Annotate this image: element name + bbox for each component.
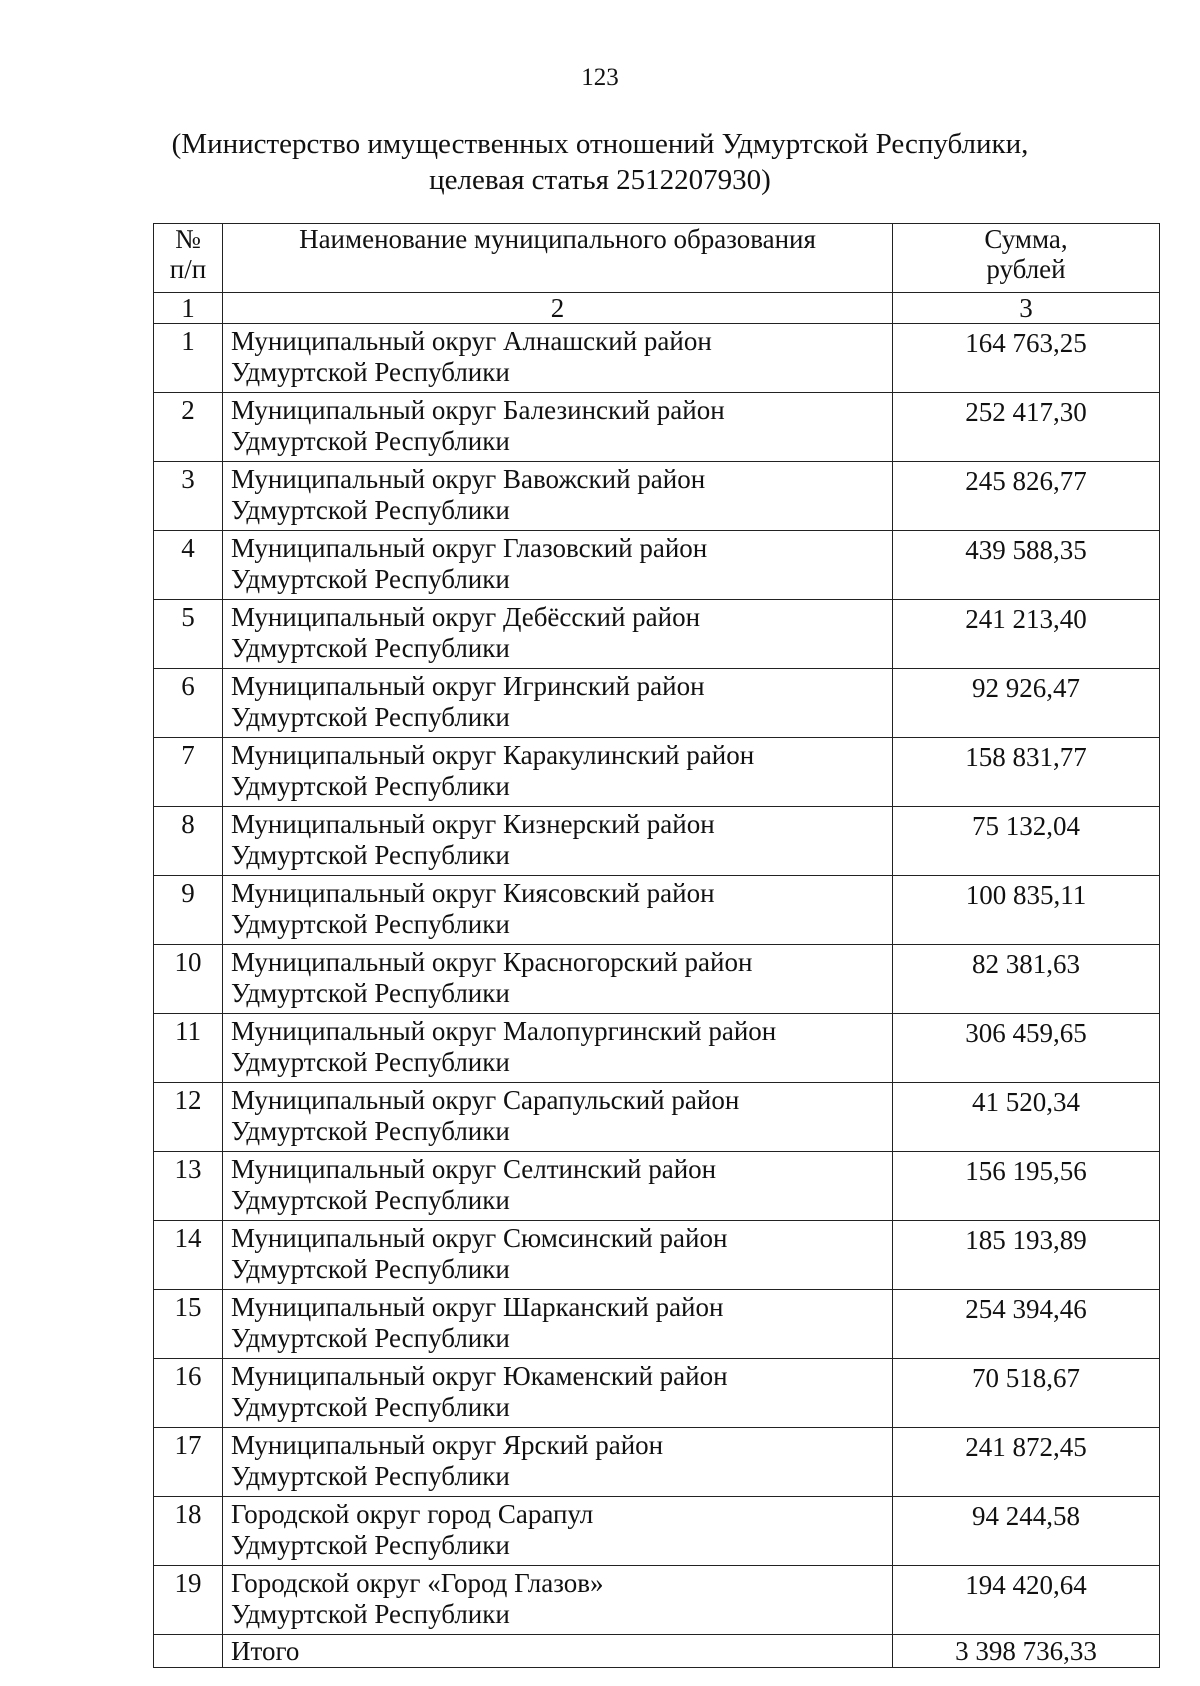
row-number: 18 — [154, 1497, 223, 1566]
table-row — [154, 876, 1160, 945]
total-sum: 3 398 736,33 — [893, 1635, 1160, 1668]
municipality-name-line-1: Муниципальный округ Игринский район — [231, 671, 705, 701]
municipality-name-line-1: Муниципальный округ Юкаменский район — [231, 1361, 728, 1391]
municipality-name-line-1: Муниципальный округ Малопургинский район — [231, 1016, 777, 1046]
row-number: 19 — [154, 1566, 223, 1635]
amount: 92 926,47 — [893, 669, 1160, 738]
municipality-name-line-1: Муниципальный округ Шарканский район — [231, 1292, 724, 1322]
amount: 306 459,65 — [893, 1014, 1160, 1083]
municipality-name — [223, 462, 893, 531]
municipality-name-line-2: Удмуртской Республики — [231, 633, 510, 663]
row-number: 6 — [154, 669, 223, 738]
municipality-name — [223, 1014, 893, 1083]
total-number-cell — [154, 1635, 223, 1668]
municipality-name-line-1: Муниципальный округ Селтинский район — [231, 1154, 717, 1184]
amount: 82 381,63 — [893, 945, 1160, 1014]
row-number: 10 — [154, 945, 223, 1014]
municipality-name-line-1: Муниципальный округ Глазовский район — [231, 533, 708, 563]
table-row — [154, 600, 1160, 669]
municipality-name — [223, 1221, 893, 1290]
table-row — [154, 324, 1160, 393]
table-row — [154, 945, 1160, 1014]
municipality-name — [223, 324, 893, 393]
municipality-name-line-1: Муниципальный округ Алнашский район — [231, 326, 712, 356]
municipality-name-line-1: Городской округ город Сарапул — [231, 1499, 594, 1529]
municipality-name — [223, 807, 893, 876]
table-body — [154, 324, 1160, 1635]
header-number-line-1: № — [175, 224, 201, 254]
table-row — [154, 393, 1160, 462]
table-row — [154, 807, 1160, 876]
column-index-2: 2 — [223, 293, 893, 324]
municipality-name-line-1: Муниципальный округ Ярский район — [231, 1430, 664, 1460]
municipality-name-line-2: Удмуртской Республики — [231, 564, 510, 594]
amount: 100 835,11 — [893, 876, 1160, 945]
table-row — [154, 1152, 1160, 1221]
amount: 158 831,77 — [893, 738, 1160, 807]
total-label: Итого — [223, 1635, 893, 1668]
header-number-line-2: п/п — [169, 254, 207, 284]
municipality-name-line-2: Удмуртской Республики — [231, 909, 510, 939]
municipality-name — [223, 1566, 893, 1635]
amount: 41 520,34 — [893, 1083, 1160, 1152]
allocation-table — [153, 223, 1160, 1668]
table-row — [154, 1014, 1160, 1083]
row-number: 15 — [154, 1290, 223, 1359]
amount: 164 763,25 — [893, 324, 1160, 393]
total-row — [154, 1635, 1160, 1668]
column-index-1: 1 — [154, 293, 223, 324]
amount: 254 394,46 — [893, 1290, 1160, 1359]
municipality-name — [223, 1428, 893, 1497]
municipality-name-line-2: Удмуртской Республики — [231, 978, 510, 1008]
amount: 75 132,04 — [893, 807, 1160, 876]
municipality-name — [223, 669, 893, 738]
caption-line-1: (Министерство имущественных отношений Удмуртской Республики, — [171, 128, 1029, 160]
amount: 70 518,67 — [893, 1359, 1160, 1428]
municipality-name-line-2: Удмуртской Республики — [231, 426, 510, 456]
amount: 252 417,30 — [893, 393, 1160, 462]
municipality-name-line-1: Муниципальный округ Вавожский район — [231, 464, 706, 494]
municipality-name-line-1: Городской округ «Город Глазов» — [231, 1568, 604, 1598]
column-index-row — [154, 293, 1160, 324]
row-number: 1 — [154, 324, 223, 393]
table-row — [154, 1566, 1160, 1635]
row-number: 17 — [154, 1428, 223, 1497]
header-number — [154, 224, 223, 293]
row-number: 9 — [154, 876, 223, 945]
municipality-name-line-1: Муниципальный округ Каракулинский район — [231, 740, 755, 770]
header-name: Наименование муниципального образования — [223, 224, 893, 293]
row-number: 8 — [154, 807, 223, 876]
municipality-name-line-1: Муниципальный округ Сюмсинский район — [231, 1223, 728, 1253]
municipality-name — [223, 945, 893, 1014]
municipality-name-line-2: Удмуртской Республики — [231, 840, 510, 870]
row-number: 12 — [154, 1083, 223, 1152]
table-header-row — [154, 224, 1160, 293]
municipality-name-line-1: Муниципальный округ Киясовский район — [231, 878, 715, 908]
row-number: 4 — [154, 531, 223, 600]
municipality-name-line-2: Удмуртской Республики — [231, 1254, 510, 1284]
page-number: 123 — [581, 64, 619, 91]
table-row — [154, 1359, 1160, 1428]
amount: 185 193,89 — [893, 1221, 1160, 1290]
row-number: 3 — [154, 462, 223, 531]
table-row — [154, 1221, 1160, 1290]
municipality-name-line-2: Удмуртской Республики — [231, 771, 510, 801]
amount: 94 244,58 — [893, 1497, 1160, 1566]
municipality-name-line-1: Муниципальный округ Балезинский район — [231, 395, 725, 425]
table-row — [154, 738, 1160, 807]
column-index-3: 3 — [893, 293, 1160, 324]
municipality-name-line-2: Удмуртской Республики — [231, 1116, 510, 1146]
caption-line-2: целевая статья 2512207930) — [429, 164, 771, 196]
municipality-name — [223, 393, 893, 462]
table-row — [154, 1083, 1160, 1152]
amount: 194 420,64 — [893, 1566, 1160, 1635]
amount: 241 872,45 — [893, 1428, 1160, 1497]
municipality-name — [223, 876, 893, 945]
municipality-name-line-2: Удмуртской Республики — [231, 1047, 510, 1077]
table-row — [154, 462, 1160, 531]
municipality-name-line-2: Удмуртской Республики — [231, 1392, 510, 1422]
municipality-name-line-1: Муниципальный округ Красногорский район — [231, 947, 753, 977]
municipality-name-line-1: Муниципальный округ Кизнерский район — [231, 809, 715, 839]
municipality-name — [223, 1497, 893, 1566]
municipality-name-line-2: Удмуртской Республики — [231, 495, 510, 525]
row-number: 2 — [154, 393, 223, 462]
municipality-name-line-2: Удмуртской Республики — [231, 1599, 510, 1629]
header-sum-line-2: рублей — [986, 254, 1066, 284]
table-row — [154, 1290, 1160, 1359]
amount: 439 588,35 — [893, 531, 1160, 600]
municipality-name — [223, 1359, 893, 1428]
municipality-name — [223, 531, 893, 600]
municipality-name-line-2: Удмуртской Республики — [231, 1461, 510, 1491]
municipality-name — [223, 1152, 893, 1221]
row-number: 7 — [154, 738, 223, 807]
row-number: 14 — [154, 1221, 223, 1290]
municipality-name-line-2: Удмуртской Республики — [231, 1323, 510, 1353]
municipality-name — [223, 738, 893, 807]
row-number: 16 — [154, 1359, 223, 1428]
amount: 241 213,40 — [893, 600, 1160, 669]
row-number: 11 — [154, 1014, 223, 1083]
municipality-name-line-1: Муниципальный округ Сарапульский район — [231, 1085, 740, 1115]
header-sum-line-1: Сумма, — [984, 224, 1068, 254]
table-row — [154, 1428, 1160, 1497]
header-sum — [893, 224, 1160, 293]
municipality-name-line-2: Удмуртской Республики — [231, 1185, 510, 1215]
amount: 156 195,56 — [893, 1152, 1160, 1221]
municipality-name — [223, 600, 893, 669]
municipality-name-line-2: Удмуртской Республики — [231, 1530, 510, 1560]
municipality-name — [223, 1290, 893, 1359]
row-number: 13 — [154, 1152, 223, 1221]
municipality-name-line-2: Удмуртской Республики — [231, 702, 510, 732]
row-number: 5 — [154, 600, 223, 669]
table-row — [154, 531, 1160, 600]
municipality-name — [223, 1083, 893, 1152]
municipality-name-line-1: Муниципальный округ Дебёсский район — [231, 602, 701, 632]
document-caption — [0, 126, 1200, 198]
municipality-name-line-2: Удмуртской Республики — [231, 357, 510, 387]
table-row — [154, 669, 1160, 738]
table-row — [154, 1497, 1160, 1566]
amount: 245 826,77 — [893, 462, 1160, 531]
